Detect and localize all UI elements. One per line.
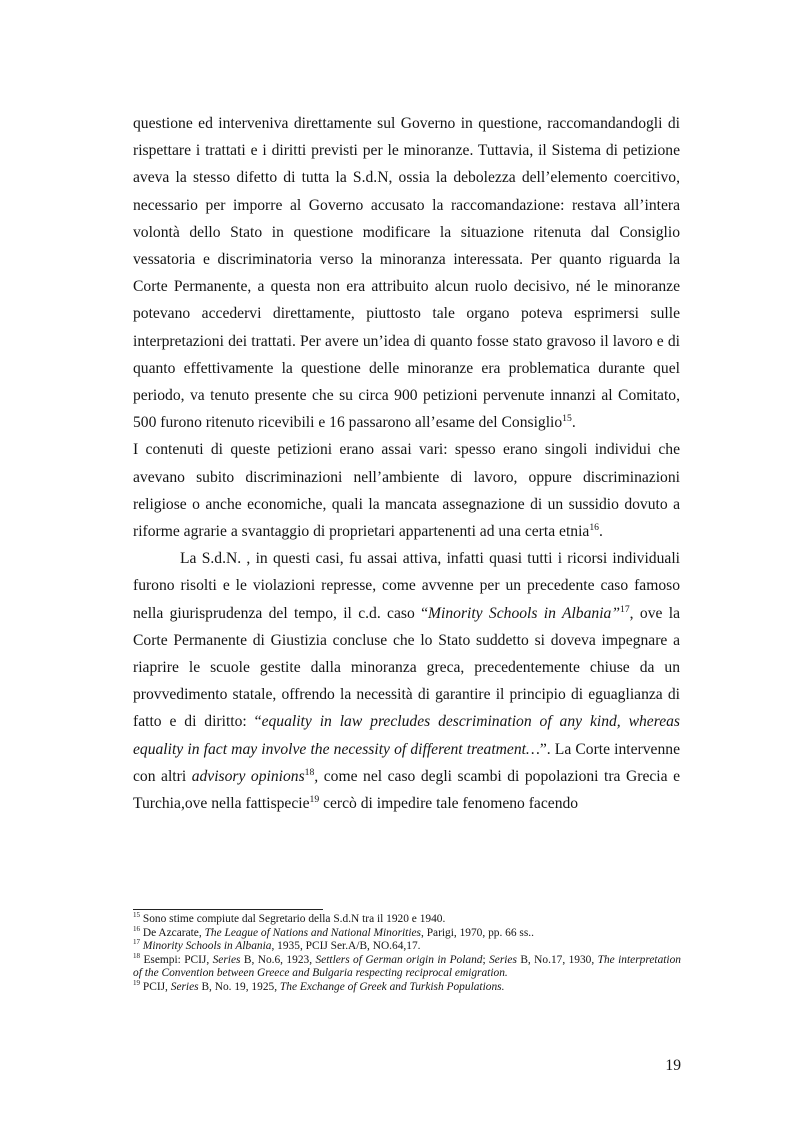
text-run: B, No.17, 1930, <box>516 953 598 966</box>
text-run: ; <box>482 953 490 966</box>
italic-text-run: The League of Nations and National Minorities <box>204 926 421 939</box>
footnote <box>133 924 681 941</box>
footnote-number: 17 <box>133 938 141 947</box>
text-run: . <box>599 523 603 541</box>
text-run: questione ed interveniva direttamente sul Governo in questione, raccomandandogli di rispettare i trattati e i diritti previsti per le minoranze. Tuttavia, il Sistema di petizione aveva la stesso difetto di tutta la S.d.N, ossia la debolezza dell’elemento coercitivo, necessario per imporre al Governo accusato la raccomandazione: restava all’intera volontà dello Stato in questione modificare la situazione ritenuta dal Consiglio vessatoria e discriminatoria verso la minoranza interessata. Per quanto riguarda la Corte Permanente, a questa non era attribuito alcun ruolo decisivo, né le minoranze potevano accedervi direttamente, piuttosto tale organo poteva esprimersi sulle interpretazioni dei trattati. Per avere un’idea di quanto fosse stato gravoso il lavoro e di quanto effettivamente la questione delle minoranze era problematica durante quel periodo, va tenuto presente che su circa 900 petizioni pervenute innanzi al Comitato, 500 furono ritenuto ricevibili e 16 passarono all’esame del Consiglio <box>133 115 680 432</box>
text-run: I contenuti di queste petizioni erano assai vari: spesso erano singoli individui che avevano subito discriminazioni nell’ambiente di lavoro, oppure discriminazioni religiose o anche economiche, quali la mancata assegnazione di un sussidio dovuto a riforme agrarie a svantaggio di proprietari appartenenti ad una certa etnia <box>133 441 680 541</box>
body-paragraph <box>133 545 680 817</box>
text-run: La S.d.N. , in questi casi, fu assai attiva, infatti quasi tutti i ricorsi individuali furono risolti e le violazioni represse, come avvenne per un precedente caso famoso nella giurisprudenza del tempo, il c.d. caso “ <box>133 550 680 622</box>
footnote-number: 19 <box>133 978 141 987</box>
body-paragraph <box>133 436 680 545</box>
footnote-number: 18 <box>133 951 141 960</box>
italic-text-run: Minority Schools in Albania <box>142 940 272 952</box>
italic-text-run: Series <box>170 980 199 993</box>
italic-text-run: Series <box>212 953 241 966</box>
footnote-reference[interactable]: 19 <box>309 793 320 805</box>
footnote-reference[interactable]: 18 <box>304 766 315 778</box>
italic-text-run: equality in law precludes descrimination of any kind, whereas equality in fact may involve the necessity of different treatment… <box>133 713 680 758</box>
footnote-number: 15 <box>133 911 141 920</box>
italic-text-run: Settlers of German origin in Poland <box>315 953 483 966</box>
page-number: 19 <box>665 1057 681 1074</box>
footnote-separator <box>133 909 323 910</box>
italic-text-run: advisory opinions <box>191 767 305 785</box>
text-run: Sono stime compiute dal Segretario della S.d.N tra il 1920 e 1940. <box>140 913 446 925</box>
text-run: PCIJ, <box>140 980 171 993</box>
footnote-reference[interactable]: 16 <box>589 521 599 533</box>
italic-text-run: The interpretation of the Convention between Greece and Bulgaria respecting reciprocal emigration. <box>133 953 681 979</box>
footnote <box>133 951 681 981</box>
italic-text-run: The Exchange of Greek and Turkish Populations. <box>279 980 505 993</box>
footnote-reference[interactable]: 17 <box>620 603 630 615</box>
text-run: B, No.6, 1923, <box>240 953 316 966</box>
text-run: , Parigi, 1970, pp. 66 ss.. <box>421 926 534 939</box>
footnotes <box>133 913 681 994</box>
text-run: Esempi: PCIJ, <box>140 953 213 966</box>
text-run: . <box>571 414 576 432</box>
italic-text-run: , <box>314 767 324 785</box>
italic-text-run: Minority Schools in Albania” <box>428 604 621 622</box>
footnote <box>133 978 681 995</box>
text-run: De Azcarate, <box>140 926 205 939</box>
text-run: B, No. 19, 1925, <box>198 980 280 993</box>
text-run: , 1935, PCIJ Ser.A/B, NO.64,17. <box>271 940 421 952</box>
footnote <box>133 913 681 927</box>
footnote-reference[interactable]: 15 <box>562 413 572 425</box>
text-run: cercò di impedire tale fenomeno facendo <box>319 795 579 813</box>
body-text <box>133 110 680 817</box>
text-run: come nel caso degli scambi di popolazioni tra Grecia e Turchia,ove nella fattispecie <box>133 767 681 813</box>
text-run: ”. La Corte intervenne con altri <box>133 740 680 785</box>
italic-text-run: Series <box>489 953 517 966</box>
footnote-number: 16 <box>133 924 141 933</box>
footnote <box>133 940 681 954</box>
body-paragraph <box>133 110 680 436</box>
text-run: , ove la Corte Permanente di Giustizia concluse che lo Stato suddetto si doveva impegnare a riaprire le scuole gestite dalla minoranza greca, precedentemente chiuse da un provvedimento statale, offrendo la necessità di garantire il principio di eguaglianza di fatto e di diritto: “ <box>133 604 681 731</box>
